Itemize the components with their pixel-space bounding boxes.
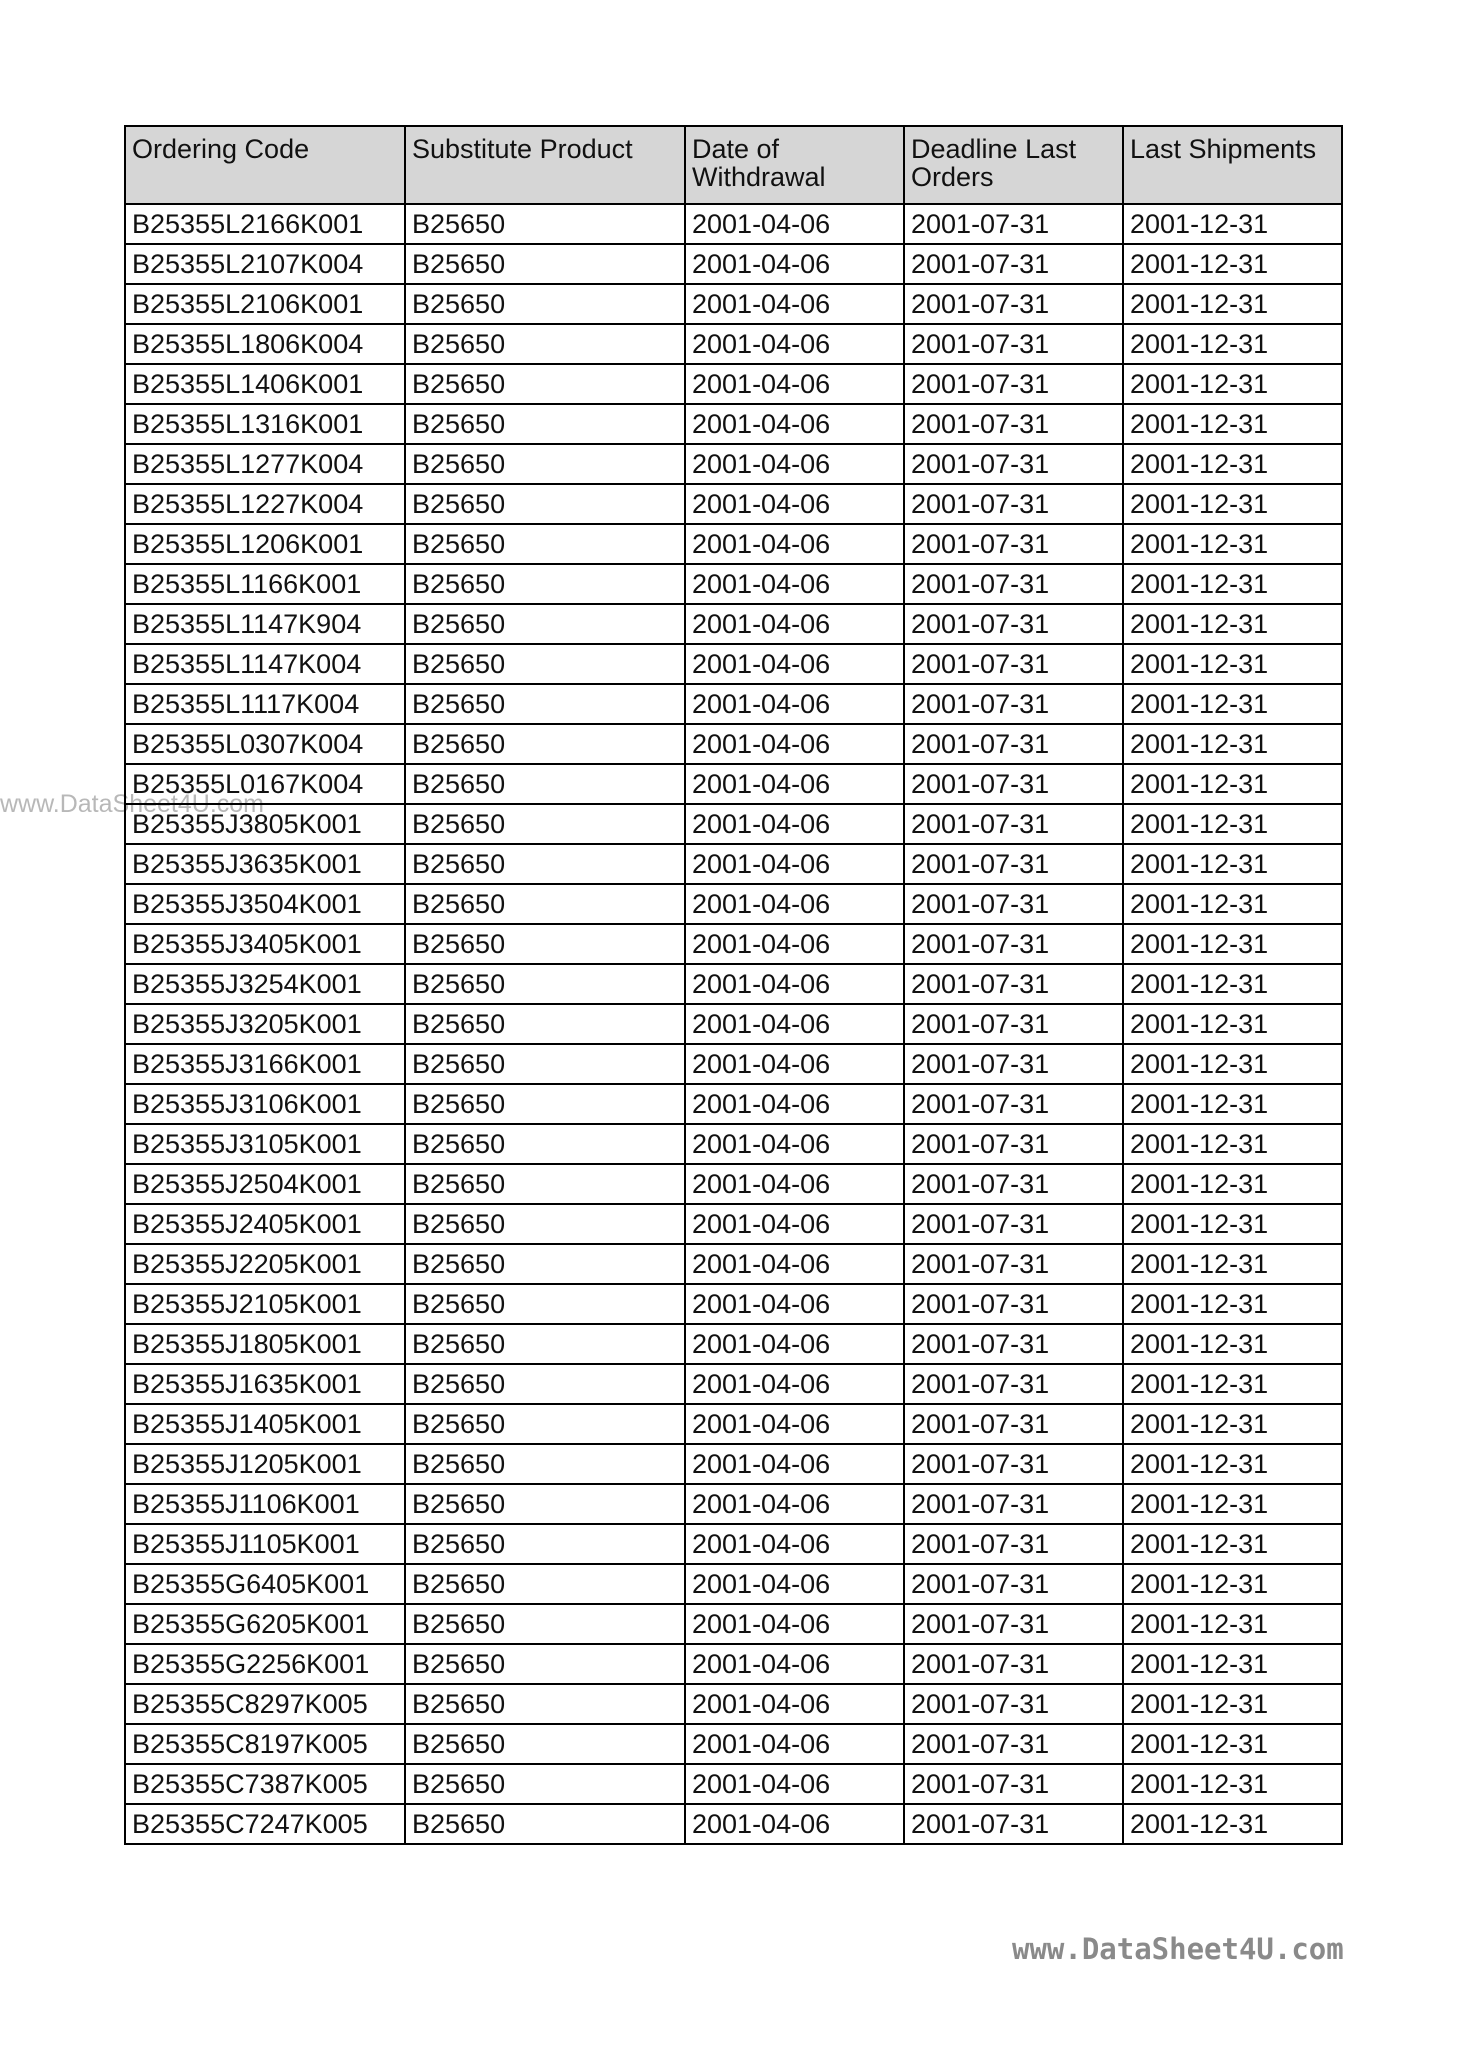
withdrawal-date-cell: 2001-04-06 xyxy=(685,1484,904,1524)
substitute-product-cell: B25650 xyxy=(405,1364,685,1404)
withdrawal-date-cell: 2001-04-06 xyxy=(685,1444,904,1484)
deadline-last-orders-cell: 2001-07-31 xyxy=(904,844,1123,884)
ordering-code-cell: B25355J2405K001 xyxy=(125,1204,405,1244)
ordering-code-cell: B25355L1117K004 xyxy=(125,684,405,724)
ordering-code-cell: B25355J2105K001 xyxy=(125,1284,405,1324)
table-row xyxy=(125,804,1342,844)
table-row xyxy=(125,1524,1342,1564)
withdrawal-date-cell: 2001-04-06 xyxy=(685,1764,904,1804)
substitute-product-cell: B25650 xyxy=(405,444,685,484)
last-shipments-cell: 2001-12-31 xyxy=(1123,564,1342,604)
ordering-code-cell: B25355L2106K001 xyxy=(125,284,405,324)
withdrawal-date-cell: 2001-04-06 xyxy=(685,284,904,324)
ordering-code-cell: B25355C8197K005 xyxy=(125,1724,405,1764)
withdrawal-date-cell: 2001-04-06 xyxy=(685,404,904,444)
last-shipments-cell: 2001-12-31 xyxy=(1123,1524,1342,1564)
substitute-product-cell: B25650 xyxy=(405,924,685,964)
deadline-last-orders-cell: 2001-07-31 xyxy=(904,1524,1123,1564)
table-row xyxy=(125,1804,1342,1844)
substitute-product-cell: B25650 xyxy=(405,204,685,244)
last-shipments-cell: 2001-12-31 xyxy=(1123,1324,1342,1364)
ordering-code-cell: B25355J3166K001 xyxy=(125,1044,405,1084)
last-shipments-cell: 2001-12-31 xyxy=(1123,1604,1342,1644)
last-shipments-cell: 2001-12-31 xyxy=(1123,684,1342,724)
withdrawal-date-cell: 2001-04-06 xyxy=(685,1124,904,1164)
deadline-last-orders-cell: 2001-07-31 xyxy=(904,244,1123,284)
table-row xyxy=(125,684,1342,724)
ordering-code-cell: B25355J1805K001 xyxy=(125,1324,405,1364)
column-header-deadline-last-orders: Deadline Last Orders xyxy=(904,126,1123,204)
deadline-last-orders-cell: 2001-07-31 xyxy=(904,924,1123,964)
deadline-last-orders-cell: 2001-07-31 xyxy=(904,1004,1123,1044)
ordering-code-cell: B25355L1806K004 xyxy=(125,324,405,364)
withdrawal-date-cell: 2001-04-06 xyxy=(685,804,904,844)
table-row xyxy=(125,1164,1342,1204)
ordering-code-cell: B25355L0167K004 xyxy=(125,764,405,804)
ordering-code-cell: B25355L1316K001 xyxy=(125,404,405,444)
table-row xyxy=(125,1324,1342,1364)
withdrawal-date-cell: 2001-04-06 xyxy=(685,1804,904,1844)
substitute-product-cell: B25650 xyxy=(405,1484,685,1524)
withdrawal-date-cell: 2001-04-06 xyxy=(685,1324,904,1364)
substitute-product-cell: B25650 xyxy=(405,1044,685,1084)
last-shipments-cell: 2001-12-31 xyxy=(1123,524,1342,564)
substitute-product-cell: B25650 xyxy=(405,284,685,324)
table-header-row xyxy=(125,126,1342,204)
withdrawal-date-cell: 2001-04-06 xyxy=(685,1084,904,1124)
last-shipments-cell: 2001-12-31 xyxy=(1123,764,1342,804)
last-shipments-cell: 2001-12-31 xyxy=(1123,444,1342,484)
substitute-product-cell: B25650 xyxy=(405,604,685,644)
deadline-last-orders-cell: 2001-07-31 xyxy=(904,1604,1123,1644)
deadline-last-orders-cell: 2001-07-31 xyxy=(904,1324,1123,1364)
ordering-code-cell: B25355J3805K001 xyxy=(125,804,405,844)
withdrawal-date-cell: 2001-04-06 xyxy=(685,1404,904,1444)
table-row xyxy=(125,1684,1342,1724)
column-header-ordering-code: Ordering Code xyxy=(125,126,405,204)
withdrawal-date-cell: 2001-04-06 xyxy=(685,1364,904,1404)
substitute-product-cell: B25650 xyxy=(405,1244,685,1284)
last-shipments-cell: 2001-12-31 xyxy=(1123,724,1342,764)
last-shipments-cell: 2001-12-31 xyxy=(1123,1644,1342,1684)
ordering-code-cell: B25355L1227K004 xyxy=(125,484,405,524)
table-row xyxy=(125,444,1342,484)
footer-watermark: www.DataSheet4U.com xyxy=(1012,1932,1344,1966)
deadline-last-orders-cell: 2001-07-31 xyxy=(904,564,1123,604)
table-row xyxy=(125,1284,1342,1324)
table-row xyxy=(125,724,1342,764)
deadline-last-orders-cell: 2001-07-31 xyxy=(904,1724,1123,1764)
table-row xyxy=(125,1644,1342,1684)
substitute-product-cell: B25650 xyxy=(405,1164,685,1204)
ordering-code-cell: B25355J1635K001 xyxy=(125,1364,405,1404)
last-shipments-cell: 2001-12-31 xyxy=(1123,1564,1342,1604)
deadline-last-orders-cell: 2001-07-31 xyxy=(904,1644,1123,1684)
table-row xyxy=(125,1044,1342,1084)
last-shipments-cell: 2001-12-31 xyxy=(1123,644,1342,684)
substitute-product-cell: B25650 xyxy=(405,804,685,844)
table-row xyxy=(125,404,1342,444)
last-shipments-cell: 2001-12-31 xyxy=(1123,324,1342,364)
substitute-product-cell: B25650 xyxy=(405,724,685,764)
ordering-code-cell: B25355J3105K001 xyxy=(125,1124,405,1164)
substitute-product-cell: B25650 xyxy=(405,324,685,364)
withdrawal-date-cell: 2001-04-06 xyxy=(685,844,904,884)
withdrawal-date-cell: 2001-04-06 xyxy=(685,1004,904,1044)
substitute-product-cell: B25650 xyxy=(405,244,685,284)
last-shipments-cell: 2001-12-31 xyxy=(1123,1804,1342,1844)
ordering-code-cell: B25355J1205K001 xyxy=(125,1444,405,1484)
last-shipments-cell: 2001-12-31 xyxy=(1123,1484,1342,1524)
ordering-code-cell: B25355J3405K001 xyxy=(125,924,405,964)
deadline-last-orders-cell: 2001-07-31 xyxy=(904,684,1123,724)
table-row xyxy=(125,764,1342,804)
substitute-product-cell: B25650 xyxy=(405,1804,685,1844)
table-row xyxy=(125,284,1342,324)
ordering-code-cell: B25355L1277K004 xyxy=(125,444,405,484)
substitute-product-cell: B25650 xyxy=(405,844,685,884)
substitute-product-cell: B25650 xyxy=(405,684,685,724)
withdrawal-date-cell: 2001-04-06 xyxy=(685,604,904,644)
table-row xyxy=(125,1364,1342,1404)
withdrawal-date-cell: 2001-04-06 xyxy=(685,1724,904,1764)
deadline-last-orders-cell: 2001-07-31 xyxy=(904,1164,1123,1204)
deadline-last-orders-cell: 2001-07-31 xyxy=(904,1364,1123,1404)
side-watermark: www.DataSheet4U.com xyxy=(0,790,265,818)
ordering-code-cell: B25355C7387K005 xyxy=(125,1764,405,1804)
withdrawal-date-cell: 2001-04-06 xyxy=(685,444,904,484)
withdrawal-date-cell: 2001-04-06 xyxy=(685,1284,904,1324)
deadline-last-orders-cell: 2001-07-31 xyxy=(904,524,1123,564)
table-row xyxy=(125,1244,1342,1284)
table-row xyxy=(125,644,1342,684)
withdrawal-date-cell: 2001-04-06 xyxy=(685,1564,904,1604)
table-row xyxy=(125,1764,1342,1804)
withdrawal-date-cell: 2001-04-06 xyxy=(685,1684,904,1724)
table-row xyxy=(125,1084,1342,1124)
deadline-last-orders-cell: 2001-07-31 xyxy=(904,1404,1123,1444)
deadline-last-orders-cell: 2001-07-31 xyxy=(904,404,1123,444)
table-row xyxy=(125,244,1342,284)
ordering-code-cell: B25355J1105K001 xyxy=(125,1524,405,1564)
deadline-last-orders-cell: 2001-07-31 xyxy=(904,1484,1123,1524)
withdrawal-date-cell: 2001-04-06 xyxy=(685,524,904,564)
last-shipments-cell: 2001-12-31 xyxy=(1123,604,1342,644)
ordering-code-cell: B25355J3504K001 xyxy=(125,884,405,924)
table-row xyxy=(125,924,1342,964)
table-row xyxy=(125,1404,1342,1444)
withdrawal-date-cell: 2001-04-06 xyxy=(685,724,904,764)
ordering-code-cell: B25355L1206K001 xyxy=(125,524,405,564)
table-row xyxy=(125,604,1342,644)
last-shipments-cell: 2001-12-31 xyxy=(1123,1684,1342,1724)
table-row xyxy=(125,364,1342,404)
deadline-last-orders-cell: 2001-07-31 xyxy=(904,964,1123,1004)
withdrawal-date-cell: 2001-04-06 xyxy=(685,364,904,404)
ordering-code-cell: B25355C8297K005 xyxy=(125,1684,405,1724)
last-shipments-cell: 2001-12-31 xyxy=(1123,1244,1342,1284)
deadline-last-orders-cell: 2001-07-31 xyxy=(904,1204,1123,1244)
ordering-code-cell: B25355J1405K001 xyxy=(125,1404,405,1444)
table-row xyxy=(125,844,1342,884)
table-row xyxy=(125,1604,1342,1644)
substitute-product-cell: B25650 xyxy=(405,1284,685,1324)
substitute-product-cell: B25650 xyxy=(405,1124,685,1164)
last-shipments-cell: 2001-12-31 xyxy=(1123,1364,1342,1404)
last-shipments-cell: 2001-12-31 xyxy=(1123,1284,1342,1324)
substitute-product-cell: B25650 xyxy=(405,1084,685,1124)
withdrawal-date-cell: 2001-04-06 xyxy=(685,764,904,804)
withdrawal-date-cell: 2001-04-06 xyxy=(685,244,904,284)
substitute-product-cell: B25650 xyxy=(405,1004,685,1044)
ordering-code-cell: B25355L0307K004 xyxy=(125,724,405,764)
ordering-code-cell: B25355J1106K001 xyxy=(125,1484,405,1524)
substitute-product-cell: B25650 xyxy=(405,1764,685,1804)
deadline-last-orders-cell: 2001-07-31 xyxy=(904,804,1123,844)
withdrawal-date-cell: 2001-04-06 xyxy=(685,1524,904,1564)
substitute-product-cell: B25650 xyxy=(405,1604,685,1644)
table-row xyxy=(125,564,1342,604)
ordering-code-cell: B25355J2205K001 xyxy=(125,1244,405,1284)
last-shipments-cell: 2001-12-31 xyxy=(1123,484,1342,524)
ordering-code-cell: B25355J3254K001 xyxy=(125,964,405,1004)
deadline-last-orders-cell: 2001-07-31 xyxy=(904,284,1123,324)
ordering-code-cell: B25355J3635K001 xyxy=(125,844,405,884)
table-body xyxy=(125,204,1342,1844)
deadline-last-orders-cell: 2001-07-31 xyxy=(904,444,1123,484)
withdrawal-date-cell: 2001-04-06 xyxy=(685,644,904,684)
last-shipments-cell: 2001-12-31 xyxy=(1123,1724,1342,1764)
substitute-product-cell: B25650 xyxy=(405,1324,685,1364)
deadline-last-orders-cell: 2001-07-31 xyxy=(904,644,1123,684)
ordering-code-cell: B25355L2107K004 xyxy=(125,244,405,284)
table-header xyxy=(125,126,1342,204)
table-row xyxy=(125,484,1342,524)
substitute-product-cell: B25650 xyxy=(405,1724,685,1764)
last-shipments-cell: 2001-12-31 xyxy=(1123,844,1342,884)
substitute-product-cell: B25650 xyxy=(405,364,685,404)
ordering-code-cell: B25355G2256K001 xyxy=(125,1644,405,1684)
last-shipments-cell: 2001-12-31 xyxy=(1123,404,1342,444)
substitute-product-cell: B25650 xyxy=(405,524,685,564)
withdrawal-date-cell: 2001-04-06 xyxy=(685,324,904,364)
deadline-last-orders-cell: 2001-07-31 xyxy=(904,1124,1123,1164)
deadline-last-orders-cell: 2001-07-31 xyxy=(904,1684,1123,1724)
withdrawal-date-cell: 2001-04-06 xyxy=(685,1164,904,1204)
substitute-product-cell: B25650 xyxy=(405,1524,685,1564)
substitute-product-cell: B25650 xyxy=(405,644,685,684)
ordering-code-cell: B25355L2166K001 xyxy=(125,204,405,244)
withdrawal-date-cell: 2001-04-06 xyxy=(685,1604,904,1644)
withdrawal-date-cell: 2001-04-06 xyxy=(685,1044,904,1084)
column-header-last-shipments: Last Shipments xyxy=(1123,126,1342,204)
last-shipments-cell: 2001-12-31 xyxy=(1123,1124,1342,1164)
deadline-last-orders-cell: 2001-07-31 xyxy=(904,1564,1123,1604)
table-row xyxy=(125,1204,1342,1244)
last-shipments-cell: 2001-12-31 xyxy=(1123,1204,1342,1244)
column-header-substitute-product: Substitute Product xyxy=(405,126,685,204)
withdrawal-date-cell: 2001-04-06 xyxy=(685,1644,904,1684)
table-row xyxy=(125,524,1342,564)
last-shipments-cell: 2001-12-31 xyxy=(1123,924,1342,964)
deadline-last-orders-cell: 2001-07-31 xyxy=(904,1764,1123,1804)
ordering-code-cell: B25355L1166K001 xyxy=(125,564,405,604)
withdrawal-date-cell: 2001-04-06 xyxy=(685,484,904,524)
substitute-product-cell: B25650 xyxy=(405,964,685,1004)
deadline-last-orders-cell: 2001-07-31 xyxy=(904,1284,1123,1324)
ordering-code-cell: B25355L1406K001 xyxy=(125,364,405,404)
table-row xyxy=(125,1484,1342,1524)
substitute-product-cell: B25650 xyxy=(405,1564,685,1604)
ordering-code-cell: B25355J3205K001 xyxy=(125,1004,405,1044)
last-shipments-cell: 2001-12-31 xyxy=(1123,1004,1342,1044)
ordering-code-cell: B25355G6205K001 xyxy=(125,1604,405,1644)
substitute-product-cell: B25650 xyxy=(405,884,685,924)
table-row xyxy=(125,204,1342,244)
last-shipments-cell: 2001-12-31 xyxy=(1123,1764,1342,1804)
substitute-product-cell: B25650 xyxy=(405,1204,685,1244)
withdrawal-date-cell: 2001-04-06 xyxy=(685,564,904,604)
substitute-product-cell: B25650 xyxy=(405,484,685,524)
ordering-code-cell: B25355C7247K005 xyxy=(125,1804,405,1844)
last-shipments-cell: 2001-12-31 xyxy=(1123,244,1342,284)
deadline-last-orders-cell: 2001-07-31 xyxy=(904,1444,1123,1484)
withdrawal-table-container xyxy=(124,125,1343,1845)
substitute-product-cell: B25650 xyxy=(405,564,685,604)
ordering-code-cell: B25355L1147K904 xyxy=(125,604,405,644)
last-shipments-cell: 2001-12-31 xyxy=(1123,804,1342,844)
deadline-last-orders-cell: 2001-07-31 xyxy=(904,1804,1123,1844)
ordering-code-cell: B25355J3106K001 xyxy=(125,1084,405,1124)
last-shipments-cell: 2001-12-31 xyxy=(1123,1044,1342,1084)
last-shipments-cell: 2001-12-31 xyxy=(1123,204,1342,244)
withdrawal-date-cell: 2001-04-06 xyxy=(685,204,904,244)
withdrawal-date-cell: 2001-04-06 xyxy=(685,884,904,924)
last-shipments-cell: 2001-12-31 xyxy=(1123,1084,1342,1124)
deadline-last-orders-cell: 2001-07-31 xyxy=(904,604,1123,644)
substitute-product-cell: B25650 xyxy=(405,1404,685,1444)
table-row xyxy=(125,1124,1342,1164)
ordering-code-cell: B25355J2504K001 xyxy=(125,1164,405,1204)
substitute-product-cell: B25650 xyxy=(405,1684,685,1724)
substitute-product-cell: B25650 xyxy=(405,1644,685,1684)
table-row xyxy=(125,1724,1342,1764)
last-shipments-cell: 2001-12-31 xyxy=(1123,964,1342,1004)
ordering-code-cell: B25355G6405K001 xyxy=(125,1564,405,1604)
withdrawal-date-cell: 2001-04-06 xyxy=(685,1244,904,1284)
substitute-product-cell: B25650 xyxy=(405,404,685,444)
withdrawal-date-cell: 2001-04-06 xyxy=(685,964,904,1004)
table-row xyxy=(125,884,1342,924)
withdrawal-date-cell: 2001-04-06 xyxy=(685,924,904,964)
deadline-last-orders-cell: 2001-07-31 xyxy=(904,364,1123,404)
column-header-date-of-withdrawal: Date of Withdrawal xyxy=(685,126,904,204)
last-shipments-cell: 2001-12-31 xyxy=(1123,1404,1342,1444)
deadline-last-orders-cell: 2001-07-31 xyxy=(904,1044,1123,1084)
deadline-last-orders-cell: 2001-07-31 xyxy=(904,724,1123,764)
deadline-last-orders-cell: 2001-07-31 xyxy=(904,324,1123,364)
deadline-last-orders-cell: 2001-07-31 xyxy=(904,204,1123,244)
table-row xyxy=(125,964,1342,1004)
last-shipments-cell: 2001-12-31 xyxy=(1123,1444,1342,1484)
last-shipments-cell: 2001-12-31 xyxy=(1123,364,1342,404)
substitute-product-cell: B25650 xyxy=(405,1444,685,1484)
deadline-last-orders-cell: 2001-07-31 xyxy=(904,484,1123,524)
deadline-last-orders-cell: 2001-07-31 xyxy=(904,1084,1123,1124)
last-shipments-cell: 2001-12-31 xyxy=(1123,284,1342,324)
table-row xyxy=(125,1564,1342,1604)
withdrawal-date-cell: 2001-04-06 xyxy=(685,1204,904,1244)
withdrawal-date-cell: 2001-04-06 xyxy=(685,684,904,724)
deadline-last-orders-cell: 2001-07-31 xyxy=(904,764,1123,804)
withdrawal-table xyxy=(124,125,1343,1845)
table-row xyxy=(125,1444,1342,1484)
deadline-last-orders-cell: 2001-07-31 xyxy=(904,1244,1123,1284)
substitute-product-cell: B25650 xyxy=(405,764,685,804)
deadline-last-orders-cell: 2001-07-31 xyxy=(904,884,1123,924)
last-shipments-cell: 2001-12-31 xyxy=(1123,1164,1342,1204)
last-shipments-cell: 2001-12-31 xyxy=(1123,884,1342,924)
ordering-code-cell: B25355L1147K004 xyxy=(125,644,405,684)
table-row xyxy=(125,1004,1342,1044)
table-row xyxy=(125,324,1342,364)
